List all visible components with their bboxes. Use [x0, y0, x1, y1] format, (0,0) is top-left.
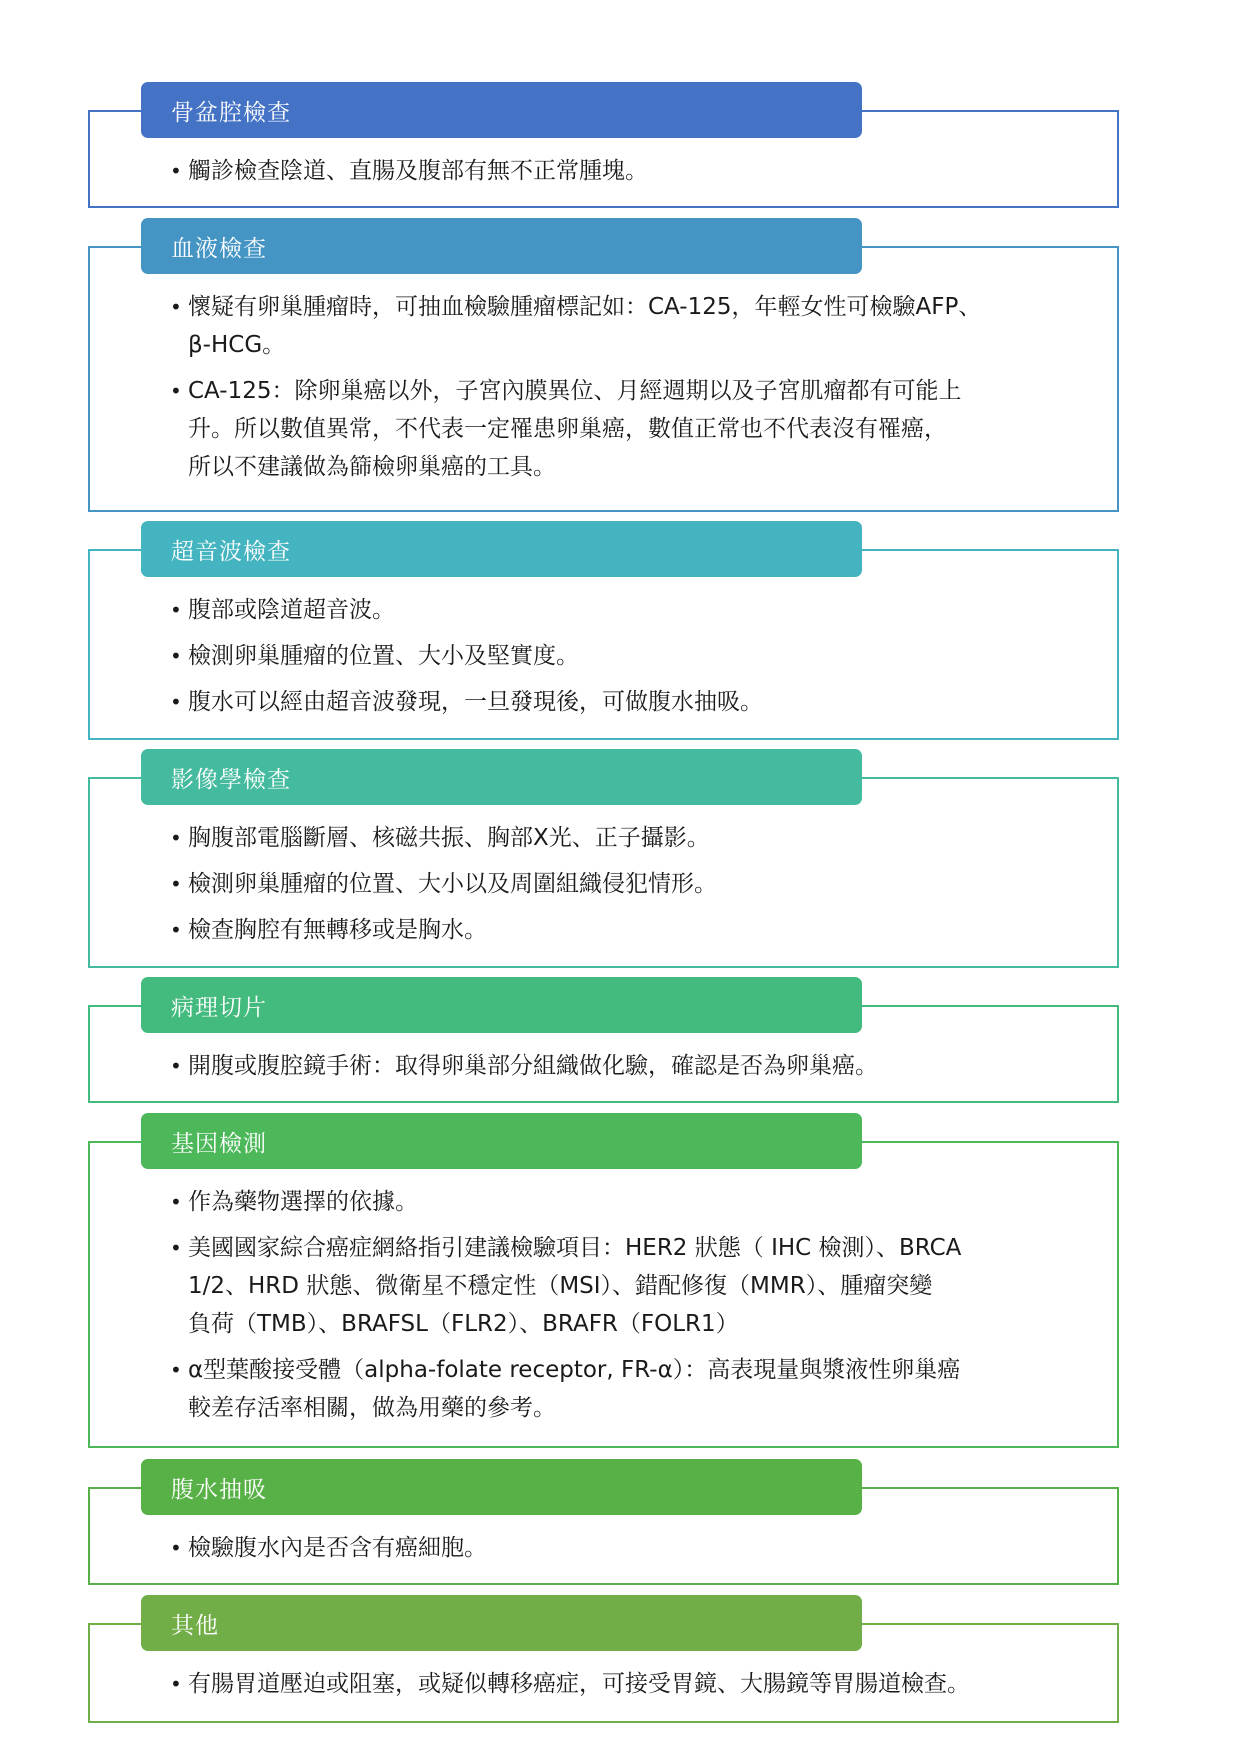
list-item: • 胸腹部電腦斷層、核磁共振、胸部X光、正子攝影。 — [170, 819, 1070, 857]
list-item: • α型葉酸接受體（alpha-folate receptor, FR-α）：高表現量與漿液性卵巢癌 較差存活率相關，做為用藥的參考。 — [170, 1351, 1070, 1427]
list-item: • 觸診檢查陰道、直腸及腹部有無不正常腫塊。 — [170, 152, 1070, 190]
section-list-ascites — [170, 1529, 1070, 1575]
section-list-pelvic — [170, 152, 1070, 198]
list-item: • 腹部或陰道超音波。 — [170, 591, 1070, 629]
section-header-pathology: 病理切片 — [141, 977, 862, 1033]
section-header-blood: 血液檢查 — [141, 218, 862, 274]
section-header-ascites: 腹水抽吸 — [141, 1459, 862, 1515]
list-item: • 作為藥物選擇的依據。 — [170, 1183, 1070, 1221]
list-item: • 有腸胃道壓迫或阻塞，或疑似轉移癌症，可接受胃鏡、大腸鏡等胃腸道檢查。 — [170, 1665, 1070, 1703]
list-item: • 檢查胸腔有無轉移或是胸水。 — [170, 911, 1070, 949]
section-header-genetic: 基因檢測 — [141, 1113, 862, 1169]
section-list-genetic — [170, 1183, 1070, 1435]
section-list-other — [170, 1665, 1070, 1711]
section-header-ultrasound: 超音波檢查 — [141, 521, 862, 577]
list-item: • 檢測卵巢腫瘤的位置、大小以及周圍組織侵犯情形。 — [170, 865, 1070, 903]
section-list-imaging — [170, 819, 1070, 957]
list-item: • 腹水可以經由超音波發現，一旦發現後，可做腹水抽吸。 — [170, 683, 1070, 721]
section-header-other: 其他 — [141, 1595, 862, 1651]
list-item: • 美國國家綜合癌症網絡指引建議檢驗項目：HER2 狀態（ IHC 檢測）、BRCA 1/2、HRD 狀態、微衛星不穩定性（MSI）、錯配修復（MMR）、腫瘤突變 負荷（TMB）、BRAFSL（FLR2）、BRAFR（FOLR1） — [170, 1229, 1070, 1343]
section-list-ultrasound — [170, 591, 1070, 729]
list-item: • 開腹或腹腔鏡手術：取得卵巢部分組織做化驗，確認是否為卵巢癌。 — [170, 1047, 1070, 1085]
list-item: • 檢測卵巢腫瘤的位置、大小及堅實度。 — [170, 637, 1070, 675]
list-item: • 懷疑有卵巢腫瘤時，可抽血檢驗腫瘤標記如：CA-125，年輕女性可檢驗AFP、 β-HCG。 — [170, 288, 1070, 364]
section-header-imaging: 影像學檢查 — [141, 749, 862, 805]
list-item: • 檢驗腹水內是否含有癌細胞。 — [170, 1529, 1070, 1567]
list-item: • CA-125：除卵巢癌以外，子宮內膜異位、月經週期以及子宮肌瘤都有可能上 升。所以數值異常，不代表一定罹患卵巢癌，數值正常也不代表沒有罹癌， 所以不建議做為篩檢卵巢癌的工具。 — [170, 372, 1070, 486]
section-header-pelvic: 骨盆腔檢查 — [141, 82, 862, 138]
section-list-pathology — [170, 1047, 1070, 1093]
section-list-blood — [170, 288, 1070, 494]
